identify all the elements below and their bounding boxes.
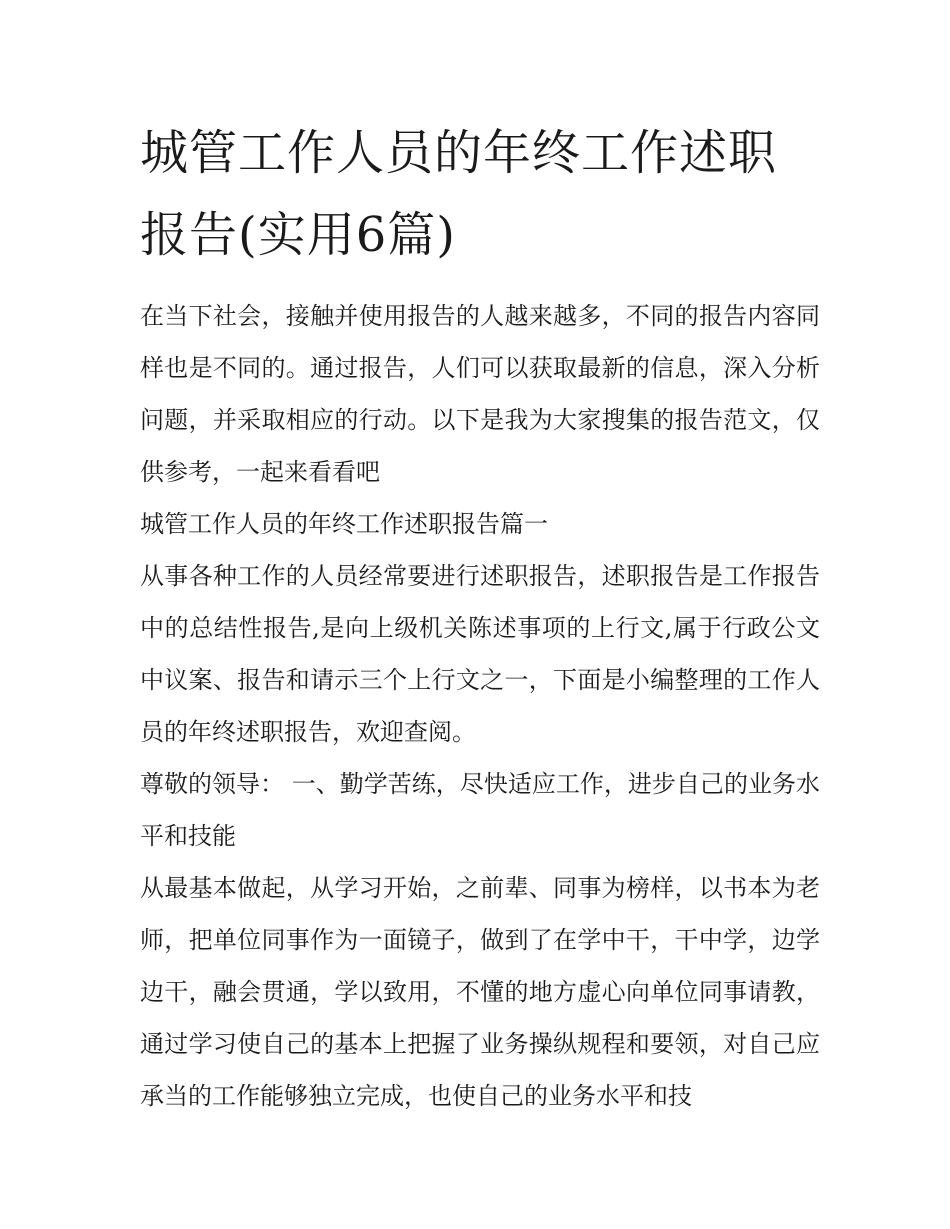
body-paragraph: 尊敬的领导： 一、勤学苦练，尽快适应工作，进步自己的业务水平和技能 <box>140 770 820 850</box>
document-title: 城管工作人员的年终工作述职报告(实用6篇) <box>140 125 778 263</box>
section-heading: 城管工作人员的年终工作述职报告篇一 <box>140 510 548 538</box>
intro-paragraph: 在当下社会，接触并使用报告的人越来越多，不同的报告内容同样也是不同的。通过报告，人们可以获取最新的信息，深入分析问题，并采取相应的行动。以下是我为大家搜集的报告范文，仅供参考，一起来看看吧 <box>140 302 820 486</box>
body-paragraph: 从事各种工作的人员经常要进行述职报告，述职报告是工作报告中的总结性报告,是向上级机关陈述事项的上行文,属于行政公文中议案、报告和请示三个上行文之一，下面是小编整理的工作人员的年终述职报告，欢迎查阅。 <box>140 562 820 746</box>
document-page <box>140 112 820 1122</box>
body-paragraph: 从最基本做起，从学习开始，之前辈、同事为榜样，以书本为老师，把单位同事作为一面镜子，做到了在学中干，干中学，边学边干，融会贯通，学以致用，不懂的地方虚心向单位同事请教，通过学习使自己的基本上把握了业务操纵规程和要领，对自己应承当的工作能够独立完成，也使自己的业务水平和技 <box>140 874 820 1110</box>
